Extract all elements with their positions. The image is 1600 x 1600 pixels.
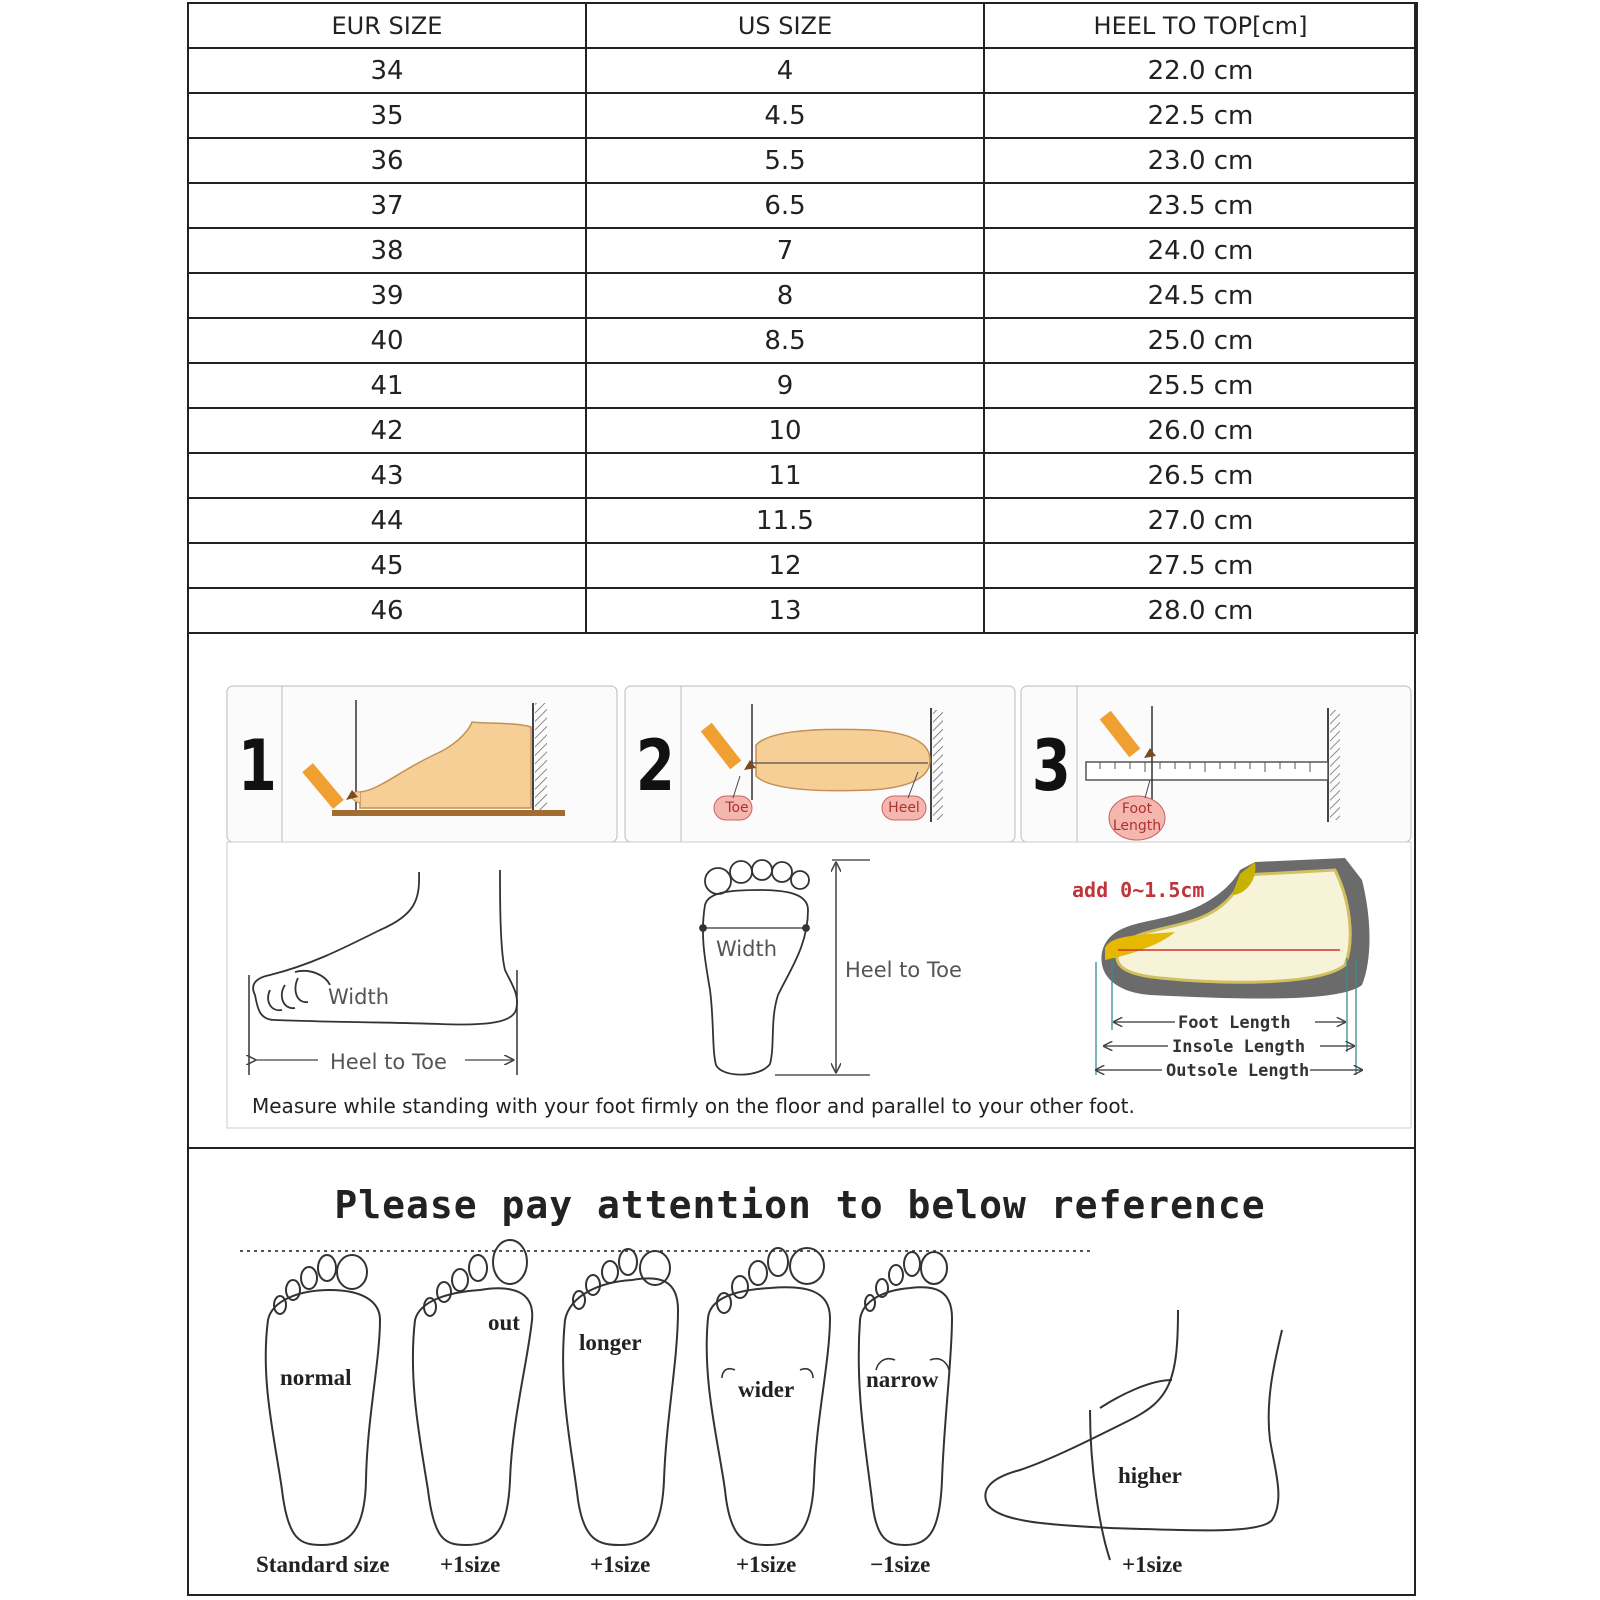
cell-us-size: 10 xyxy=(586,408,984,453)
cell-eur-size: 38 xyxy=(188,228,586,273)
reference-title: Please pay attention to below reference xyxy=(334,1183,1266,1227)
size-note-higher: +1size xyxy=(1122,1552,1183,1577)
cell-heel-to-top: 26.0 cm xyxy=(984,408,1417,453)
header-us-size: US SIZE xyxy=(586,3,984,48)
outsole-length-text: Outsole Length xyxy=(1166,1061,1310,1081)
cell-heel-to-top: 28.0 cm xyxy=(984,588,1417,633)
heel-label: Heel xyxy=(888,800,920,816)
cell-heel-to-top: 23.5 cm xyxy=(984,183,1417,228)
size-note-longer: +1size xyxy=(590,1552,651,1577)
step-1-number: 1 xyxy=(237,725,277,807)
foot-length-label-line1: Foot xyxy=(1121,801,1153,817)
size-note-standard: Standard size xyxy=(256,1552,390,1577)
cell-heel-to-top: 24.5 cm xyxy=(984,273,1417,318)
cell-eur-size: 35 xyxy=(188,93,586,138)
step-2-number: 2 xyxy=(635,725,675,807)
cell-us-size: 4.5 xyxy=(586,93,984,138)
cell-us-size: 11 xyxy=(586,453,984,498)
cell-eur-size: 40 xyxy=(188,318,586,363)
cell-eur-size: 46 xyxy=(188,588,586,633)
section-divider xyxy=(187,1147,1416,1149)
cell-heel-to-top: 25.0 cm xyxy=(984,318,1417,363)
foot-label-higher: higher xyxy=(1118,1463,1182,1488)
cell-eur-size: 41 xyxy=(188,363,586,408)
cell-heel-to-top: 26.5 cm xyxy=(984,453,1417,498)
cell-eur-size: 42 xyxy=(188,408,586,453)
cell-us-size: 6.5 xyxy=(586,183,984,228)
cell-heel-to-top: 27.0 cm xyxy=(984,498,1417,543)
measure-instruction: Measure while standing with your foot firmly on the floor and parallel to your other foot. xyxy=(252,1094,1135,1118)
cell-heel-to-top: 23.0 cm xyxy=(984,138,1417,183)
cell-us-size: 5.5 xyxy=(586,138,984,183)
cell-eur-size: 37 xyxy=(188,183,586,228)
header-heel-to-top: HEEL TO TOP[cm] xyxy=(984,3,1417,48)
cell-us-size: 8.5 xyxy=(586,318,984,363)
add-allowance-label: add 0~1.5cm xyxy=(1072,878,1205,902)
foot-label-narrow: narrow xyxy=(866,1367,939,1392)
cell-us-size: 9 xyxy=(586,363,984,408)
cell-heel-to-top: 22.5 cm xyxy=(984,93,1417,138)
cell-eur-size: 36 xyxy=(188,138,586,183)
cell-us-size: 12 xyxy=(586,543,984,588)
cell-heel-to-top: 27.5 cm xyxy=(984,543,1417,588)
side-width-label: Width xyxy=(328,985,390,1009)
size-note-narrow: −1size xyxy=(870,1552,931,1577)
cell-us-size: 7 xyxy=(586,228,984,273)
foot-length-label xyxy=(1109,801,1165,835)
foot-label-longer: longer xyxy=(579,1330,642,1355)
top-width-label: Width xyxy=(716,937,778,961)
foot-length-label-line2: Length xyxy=(1112,818,1162,834)
cell-us-size: 4 xyxy=(586,48,984,93)
foot-label-normal: normal xyxy=(280,1365,352,1390)
top-heel-to-toe-label: Heel to Toe xyxy=(845,958,962,982)
foot-label-out: out xyxy=(488,1310,520,1335)
cell-eur-size: 44 xyxy=(188,498,586,543)
side-heel-to-toe-label: Heel to Toe xyxy=(330,1050,447,1074)
size-note-out: +1size xyxy=(440,1552,501,1577)
foot-label-wider: wider xyxy=(738,1377,795,1402)
cell-eur-size: 34 xyxy=(188,48,586,93)
header-eur-size: EUR SIZE xyxy=(188,3,586,48)
cell-us-size: 8 xyxy=(586,273,984,318)
cell-eur-size: 39 xyxy=(188,273,586,318)
cell-heel-to-top: 25.5 cm xyxy=(984,363,1417,408)
cell-eur-size: 45 xyxy=(188,543,586,588)
cell-us-size: 13 xyxy=(586,588,984,633)
step-3-number: 3 xyxy=(1031,725,1071,807)
cell-heel-to-top: 22.0 cm xyxy=(984,48,1417,93)
cell-us-size: 11.5 xyxy=(586,498,984,543)
cell-eur-size: 43 xyxy=(188,453,586,498)
size-note-wider: +1size xyxy=(736,1552,797,1577)
foot-length-text: Foot Length xyxy=(1178,1013,1291,1033)
toe-label: Toe xyxy=(725,800,749,816)
cell-heel-to-top: 24.0 cm xyxy=(984,228,1417,273)
insole-length-text: Insole Length xyxy=(1172,1037,1306,1057)
